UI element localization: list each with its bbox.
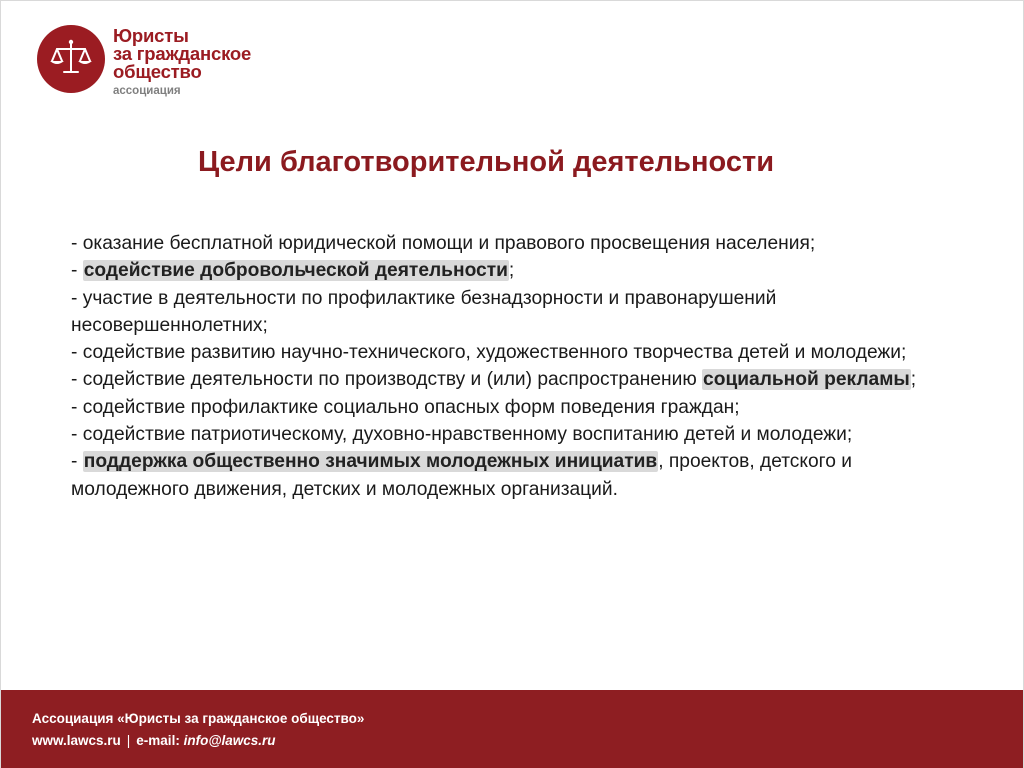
goal-item <box>71 366 971 393</box>
logo-subtitle: ассоциация <box>113 85 181 97</box>
logo-line-3: общество <box>113 61 202 82</box>
logo-line-1: Юристы <box>113 25 189 46</box>
email-label: e-mail: <box>136 733 180 748</box>
goal-text: - участие в деятельности по профилактике безнадзорности и правонарушений несовершеннолетних; <box>71 287 777 336</box>
goal-item <box>71 421 971 448</box>
footer-org: Ассоциация «Юристы за гражданское общество» <box>32 711 365 726</box>
goal-item <box>71 230 971 257</box>
footer <box>1 690 1023 768</box>
goal-text: - содействие профилактике социально опасных форм поведения граждан; <box>71 396 740 418</box>
logo-text <box>113 27 251 98</box>
goal-text: - содействие деятельности по производству и (или) распространению <box>71 369 703 391</box>
goal-text: - содействие развитию научно-технического, художественного творчества детей и молодежи; <box>71 342 907 364</box>
footer-contacts <box>32 732 276 750</box>
footer-separator: | <box>126 733 131 748</box>
slide-title: Цели благотворительной деятельности <box>197 146 775 178</box>
goal-text-end: ; <box>508 260 515 282</box>
goal-text: - <box>71 451 83 473</box>
scales-of-justice-icon <box>37 25 105 93</box>
goal-text: - содействие патриотическому, духовно-нравственному воспитанию детей и молодежи; <box>71 424 853 446</box>
website-link[interactable]: www.lawcs.ru <box>32 733 121 748</box>
goal-text: - <box>71 260 83 282</box>
goal-item <box>71 285 971 340</box>
goal-text: - оказание бесплатной юридической помощи и правового просвещения населения; <box>71 233 816 254</box>
goals-list <box>71 230 971 503</box>
goal-item <box>71 394 971 421</box>
goal-item <box>71 339 971 366</box>
goal-text-end: , проектов, детского и молодежного движения, детских и молодежных организаций. <box>71 451 852 500</box>
goal-item <box>71 448 971 503</box>
goal-highlight: социальной рекламы <box>703 369 910 391</box>
goal-item <box>71 257 971 284</box>
logo-line-2: за гражданское <box>113 43 252 64</box>
goal-highlight: поддержка общественно значимых молодежных инициатив <box>83 451 658 473</box>
logo <box>37 25 251 98</box>
goal-highlight: содействие добровольческой деятельности <box>83 260 508 282</box>
email-link[interactable]: info@lawcs.ru <box>183 733 276 748</box>
goal-text-end: ; <box>910 369 917 391</box>
